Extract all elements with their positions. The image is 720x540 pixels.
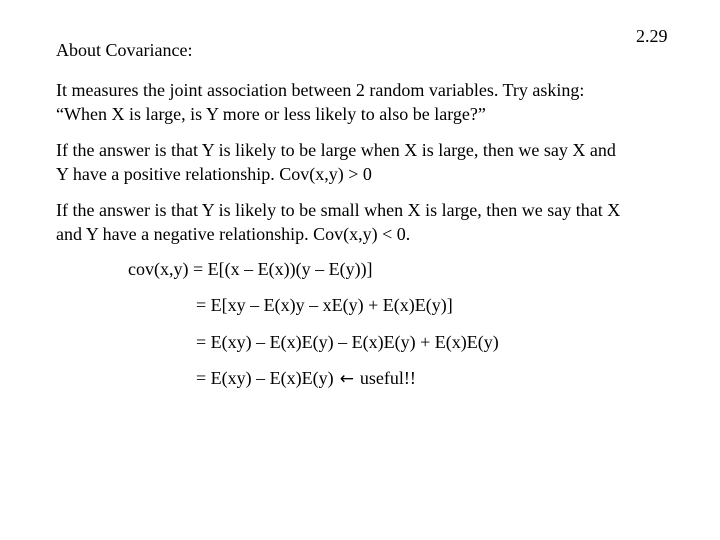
paragraph-line: If the answer is that Y is likely to be small when X is large, then we say that X [56,200,621,220]
paragraph-line: It measures the joint association between 2 random variables. Try asking: [56,80,585,100]
paragraph-line: “When X is large, is Y more or less likely to also be large?” [56,104,486,124]
paragraph-negative [56,198,696,246]
paragraph-line: Y have a positive relationship. Cov(x,y) > 0 [56,164,372,184]
equation-text: = E(xy) – E(x)E(y) [196,368,334,388]
equation-line-3: = E(xy) – E(x)E(y) – E(x)E(y) + E(x)E(y) [196,332,499,352]
paragraph-line: If the answer is that Y is likely to be large when X is large, then we say X and [56,140,616,160]
equation-line-4 [196,368,416,389]
equation-line-1: cov(x,y) = E[(x – E(x))(y – E(y))] [128,259,373,279]
paragraph-positive [56,138,696,186]
slide-heading: About Covariance: [56,40,193,60]
equation-line-2: = E[xy – E(x)y – xE(y) + E(x)E(y)] [196,295,453,315]
equation-note: useful!! [359,368,416,388]
paragraph-definition [56,78,696,126]
slide-number: 2.29 [636,26,668,46]
left-arrow-icon: ← [339,369,354,389]
paragraph-line: and Y have a negative relationship. Cov(x,y) < 0. [56,224,411,244]
